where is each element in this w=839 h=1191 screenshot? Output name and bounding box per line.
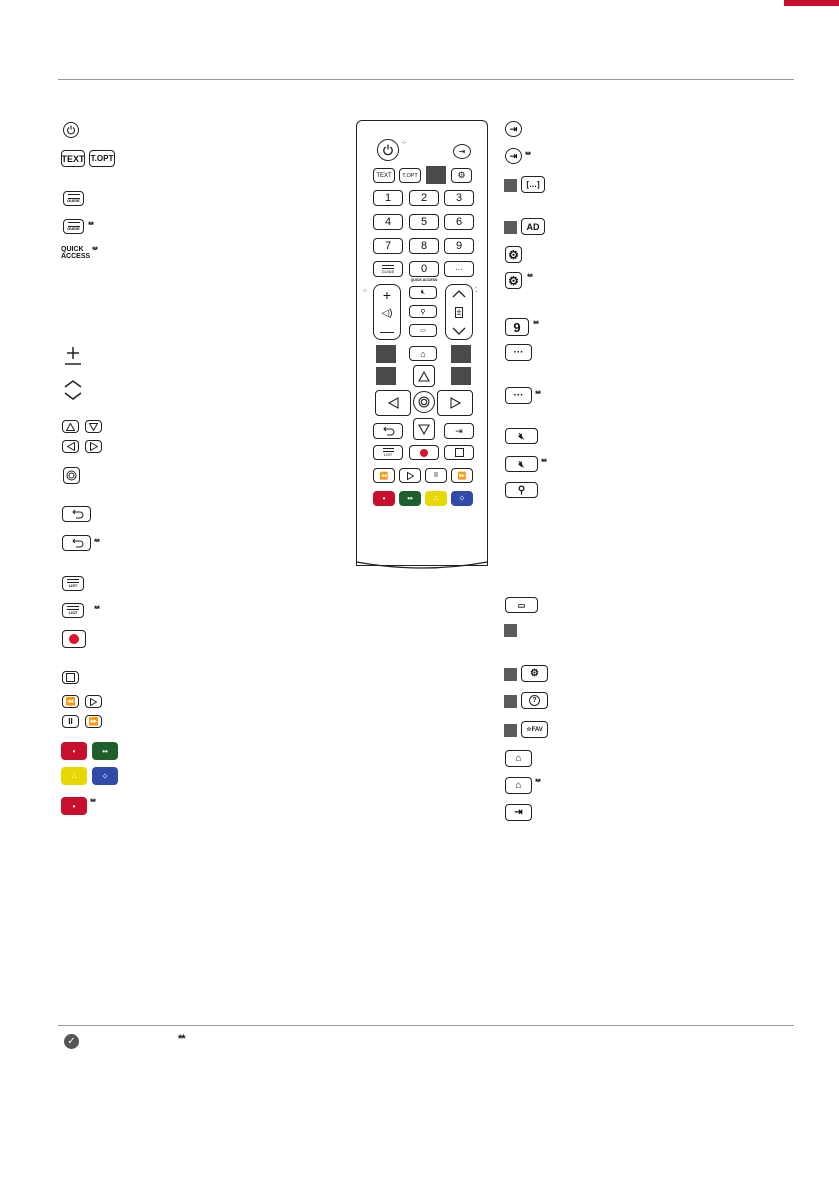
remote-up-key xyxy=(413,365,435,387)
home-key-alt xyxy=(505,777,532,794)
gear-icon: ⚙ xyxy=(457,170,466,180)
footnote-marker: ** xyxy=(541,457,547,467)
remote-record-key xyxy=(409,445,439,460)
footnote-marker: ** xyxy=(92,245,98,255)
home-icon: ⌂ xyxy=(420,348,426,359)
chevron-down-icon xyxy=(452,327,466,335)
rewind-icon: ⏪ xyxy=(65,697,76,706)
back-icon xyxy=(381,427,395,436)
remote-rewind-key xyxy=(373,468,395,483)
arrow-left-key xyxy=(62,440,79,453)
play-key xyxy=(85,695,102,708)
bottom-divider xyxy=(58,1025,794,1026)
remote-diagram xyxy=(356,120,488,566)
record-icon xyxy=(69,634,79,644)
remote-right-key xyxy=(437,390,473,416)
arrow-right-key xyxy=(85,440,102,453)
guide-key-alt xyxy=(63,219,84,234)
speaker-icon: ◁) xyxy=(381,307,393,319)
remote-volume-rocker xyxy=(373,284,401,340)
remote-digit-key: 0 xyxy=(409,261,439,277)
arrow-down-icon xyxy=(418,424,430,435)
remote-guide-key xyxy=(373,261,403,277)
more-key: ··· xyxy=(505,344,532,361)
exit-key xyxy=(505,804,532,821)
home-key xyxy=(505,750,532,767)
footnote-marker: ** xyxy=(90,797,96,807)
placeholder-square xyxy=(504,668,517,681)
arrow-left-icon xyxy=(67,442,75,451)
placeholder-square xyxy=(504,624,517,637)
list-key xyxy=(62,576,84,591)
remote-placeholder-key xyxy=(451,367,471,385)
blue-key: ⁘ xyxy=(92,767,118,785)
remote-back-key xyxy=(373,423,403,439)
ok-key xyxy=(63,467,80,484)
search-icon: ⚲ xyxy=(420,308,426,316)
record-key xyxy=(62,630,86,648)
remote-topt-key: T.OPT xyxy=(399,168,421,183)
play-icon xyxy=(407,472,414,480)
remote-stop-key xyxy=(444,445,474,460)
remote-digit-key: 1 xyxy=(373,190,403,206)
quick-access-label: QUICK ACCESS xyxy=(61,246,91,260)
rewind-icon: ⏪ xyxy=(379,472,389,480)
record-icon xyxy=(420,449,428,457)
input-key xyxy=(505,121,522,137)
remote-channel-rocker xyxy=(445,284,473,340)
exit-icon: ⇥ xyxy=(514,807,523,818)
braille-dots: ⁚ xyxy=(475,287,478,294)
remote-ok-key xyxy=(413,391,435,413)
remote-digit-key: 6 xyxy=(444,214,474,230)
arrow-right-icon xyxy=(90,442,98,451)
exit-icon: ⇥ xyxy=(455,425,463,436)
help-key xyxy=(521,692,548,709)
home-icon: ⌂ xyxy=(515,753,522,764)
guide-label: GUIDE xyxy=(381,268,395,274)
settings-key-alt xyxy=(505,272,522,289)
footnote-marker: ** xyxy=(94,604,100,614)
nine-key: 9 xyxy=(505,318,529,336)
remote-text-key: TEXT xyxy=(373,168,395,183)
search-icon: ⚲ xyxy=(517,484,526,496)
pause-icon: II xyxy=(434,472,438,479)
remote-digit-key: 5 xyxy=(409,214,439,230)
remote-placeholder-key xyxy=(426,166,446,184)
remote-digit-key: 2 xyxy=(409,190,439,206)
remote-yellow-key: ∴ xyxy=(425,491,447,506)
minus-icon: — xyxy=(380,322,394,339)
arrow-down-key xyxy=(85,420,102,433)
braille-dots: ⁘ xyxy=(401,140,407,147)
search-key xyxy=(505,482,538,498)
remote-left-key xyxy=(375,390,411,416)
power-icon xyxy=(382,144,394,156)
list-label: LIST xyxy=(383,452,393,457)
remote-digit-key: 9 xyxy=(444,238,474,254)
guide-key xyxy=(63,191,84,206)
arrow-up-icon xyxy=(66,423,75,431)
remote-digit-key: 4 xyxy=(373,214,403,230)
remote-search-key xyxy=(409,305,437,318)
arrow-right-icon xyxy=(450,397,461,409)
list-label: LIST xyxy=(68,583,78,588)
remote-list-key xyxy=(373,445,403,460)
remote-input-key xyxy=(453,144,471,159)
quick-settings-key xyxy=(521,665,548,682)
remote-tv-key xyxy=(409,324,437,337)
remote-home-key xyxy=(409,346,437,361)
green-key: •• xyxy=(92,742,118,760)
subtitle-key xyxy=(521,176,545,193)
remote-play-key xyxy=(399,468,421,483)
page-tab-marker xyxy=(784,0,839,6)
footnote-marker: ** xyxy=(535,777,541,787)
remote-placeholder-key xyxy=(451,345,471,363)
braille-dots: ⁘ xyxy=(362,288,368,295)
rewind-key xyxy=(62,695,79,708)
footnote-marker: ** xyxy=(527,272,533,282)
footnote-marker: ** xyxy=(525,150,531,160)
volume-plus-minus-icon xyxy=(63,346,83,366)
mute-icon: 🔇︎ xyxy=(518,458,525,469)
top-divider xyxy=(58,79,794,80)
remote-green-key: •• xyxy=(399,491,421,506)
remote-fast-forward-key xyxy=(451,468,473,483)
placeholder-square xyxy=(504,695,517,708)
remote-digit-key: 7 xyxy=(373,238,403,254)
plus-icon: + xyxy=(382,287,392,304)
gear-icon: ⚙ xyxy=(508,247,519,262)
chevron-up-icon xyxy=(452,290,466,298)
more-key-alt: ··· xyxy=(505,387,532,404)
mute-icon: 🔇︎ xyxy=(420,288,426,296)
input-icon: ⇥ xyxy=(458,147,466,156)
stop-icon xyxy=(455,448,464,457)
back-icon xyxy=(70,539,84,548)
remote-power-key xyxy=(377,139,399,161)
gear-icon: ⚙ xyxy=(530,668,539,679)
remote-mute-key xyxy=(409,286,437,299)
list-key-alt xyxy=(62,603,84,618)
ok-wheel-icon xyxy=(418,396,430,408)
input-icon: ⇥ xyxy=(509,150,518,161)
play-icon xyxy=(90,698,97,706)
back-key xyxy=(62,506,91,522)
red-key: • xyxy=(61,742,87,760)
mute-key-alt xyxy=(505,456,538,472)
fav-key xyxy=(521,721,548,738)
help-icon: ? xyxy=(529,695,540,706)
remote-bottom-edge xyxy=(356,560,488,572)
remote-placeholder-key xyxy=(376,367,396,385)
fav-label: FAV xyxy=(531,726,543,733)
stop-icon xyxy=(66,673,75,682)
remote-digit-key: 3 xyxy=(444,190,474,206)
remote-red-key: • xyxy=(373,491,395,506)
remote-digit-key: 8 xyxy=(409,238,439,254)
remote-settings-key xyxy=(451,168,472,183)
star-icon: ☆ xyxy=(526,727,532,733)
ad-key: AD xyxy=(521,218,545,235)
power-icon xyxy=(63,122,79,138)
channel-icon: ± xyxy=(456,306,462,317)
mute-key xyxy=(505,428,538,444)
settings-key xyxy=(505,246,522,263)
stop-key xyxy=(62,671,79,684)
note-check-icon: ✓ xyxy=(64,1034,79,1049)
arrow-left-icon xyxy=(388,397,399,409)
placeholder-square xyxy=(504,724,517,737)
tv-icon: ▭ xyxy=(517,600,526,610)
gear-icon: ⚙ xyxy=(508,273,519,288)
pause-key xyxy=(62,715,79,728)
quick-access-label: QUICK ACCESS xyxy=(410,278,438,282)
pause-icon: II xyxy=(68,717,73,726)
placeholder-square xyxy=(504,221,517,234)
text-key: TEXT xyxy=(61,150,85,167)
remote-down-key xyxy=(413,418,435,440)
footnote-marker: ** xyxy=(178,1033,185,1045)
remote-exit-key xyxy=(444,423,474,439)
back-icon xyxy=(70,510,84,519)
tv-key xyxy=(505,597,538,613)
arrow-up-icon xyxy=(418,371,430,382)
footnote-marker: ** xyxy=(535,389,541,399)
footnote-marker: ** xyxy=(94,537,100,547)
list-label: LIST xyxy=(68,610,78,615)
input-icon: ⇥ xyxy=(509,123,518,134)
arrow-up-key xyxy=(62,420,79,433)
guide-label: GUIDE xyxy=(67,226,80,231)
remote-more-key: ··· xyxy=(444,261,474,277)
red-key-alt: • xyxy=(61,797,87,815)
tv-icon: ▭ xyxy=(420,328,426,334)
mute-icon: 🔇︎ xyxy=(518,430,525,441)
yellow-key: ∴ xyxy=(61,767,87,785)
input-key-alt xyxy=(505,148,522,164)
back-key-alt xyxy=(62,535,91,551)
channel-up-down-icon xyxy=(63,379,83,401)
ok-wheel-icon xyxy=(66,470,77,481)
fast-forward-icon: ⏩ xyxy=(457,472,467,480)
fast-forward-icon: ⏩ xyxy=(88,717,99,726)
remote-placeholder-key xyxy=(376,345,396,363)
arrow-down-icon xyxy=(89,423,98,431)
remote-blue-key: ⁘ xyxy=(451,491,473,506)
footnote-marker: ** xyxy=(533,319,539,329)
fast-forward-key xyxy=(85,715,102,728)
guide-label: GUIDE xyxy=(67,198,80,203)
remote-pause-key xyxy=(425,468,447,483)
footnote-marker: ** xyxy=(88,220,94,230)
subtitle-icon: […] xyxy=(526,180,540,189)
home-icon: ⌂ xyxy=(515,780,522,791)
topt-key: T.OPT xyxy=(89,150,115,167)
placeholder-square xyxy=(504,179,517,192)
